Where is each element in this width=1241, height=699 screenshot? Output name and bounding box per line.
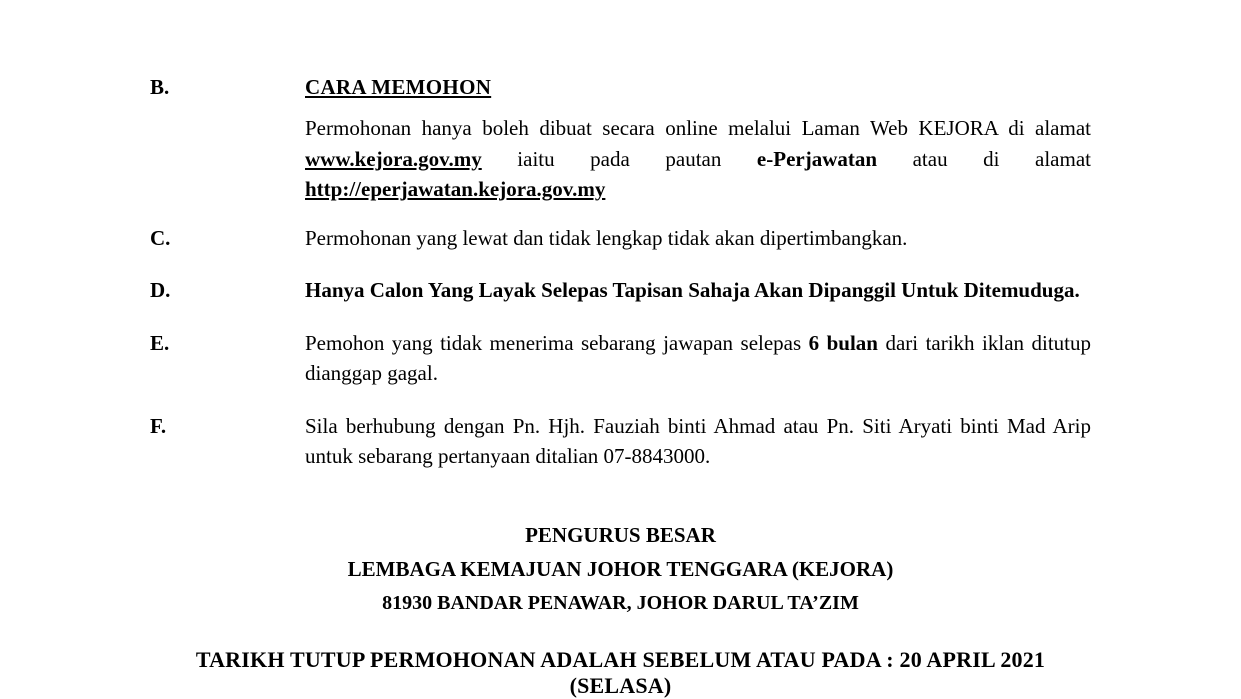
section-e-text-1: Pemohon yang tidak menerima sebarang jawapan selepas — [305, 330, 809, 355]
section-b-text-1: Permohonan hanya boleh dibuat secara online melalui Laman Web KEJORA di alamat — [305, 116, 1091, 141]
section-b-heading: CARA MEMOHON — [305, 75, 492, 99]
signature-title: PENGURUS BESAR — [525, 523, 716, 548]
section-d — [150, 275, 1091, 305]
eperjawatan-portal-link[interactable]: http://eperjawatan.kejora.gov.my — [305, 177, 606, 202]
kejora-website-link[interactable]: www.kejora.gov.my — [305, 146, 482, 171]
section-b-paragraph — [305, 113, 1091, 204]
section-f-marker: F. — [150, 413, 167, 438]
closing-date-notice: TARIKH TUTUP PERMOHONAN ADALAH SEBELUM ATAU PADA : 20 APRIL 2021 (SELASA) — [195, 646, 1046, 698]
section-b-marker: B. — [150, 75, 170, 99]
section-b — [150, 72, 1091, 205]
section-e-text-2: dari tarikh iklan ditutup dianggap gagal. — [305, 330, 1091, 386]
section-e-marker: E. — [150, 330, 170, 355]
section-c — [150, 223, 1091, 253]
section-e-text — [305, 328, 1091, 389]
section-f-text: Sila berhubung dengan Pn. Hjh. Fauziah binti Ahmad atau Pn. Siti Aryati binti Mad Arip untuk sebarang pertanyaan ditalian 07-8843000. — [305, 413, 1091, 468]
signature-address: 81930 BANDAR PENAWAR, JOHOR DARUL TA’ZIM — [382, 591, 859, 614]
section-d-text: Hanya Calon Yang Layak Selepas Tapisan Sahaja Akan Dipanggil Untuk Ditemuduga. — [305, 278, 1080, 303]
section-b-text-3: atau di alamat — [877, 146, 1091, 171]
signature-block — [150, 519, 1091, 618]
section-f — [150, 411, 1091, 472]
section-d-marker: D. — [150, 278, 171, 303]
section-b-text-2: iaitu pada pautan — [481, 146, 757, 171]
section-c-marker: C. — [150, 225, 171, 250]
six-months-emphasis: 6 bulan — [808, 330, 878, 355]
signature-organisation: LEMBAGA KEMAJUAN JOHOR TENGGARA (KEJORA) — [347, 556, 894, 581]
section-b-content — [305, 75, 1091, 205]
section-c-text: Permohonan yang lewat dan tidak lengkap tidak akan dipertimbangkan. — [305, 225, 908, 250]
e-perjawatan-label: e-Perjawatan — [756, 146, 878, 171]
section-e — [150, 328, 1091, 389]
